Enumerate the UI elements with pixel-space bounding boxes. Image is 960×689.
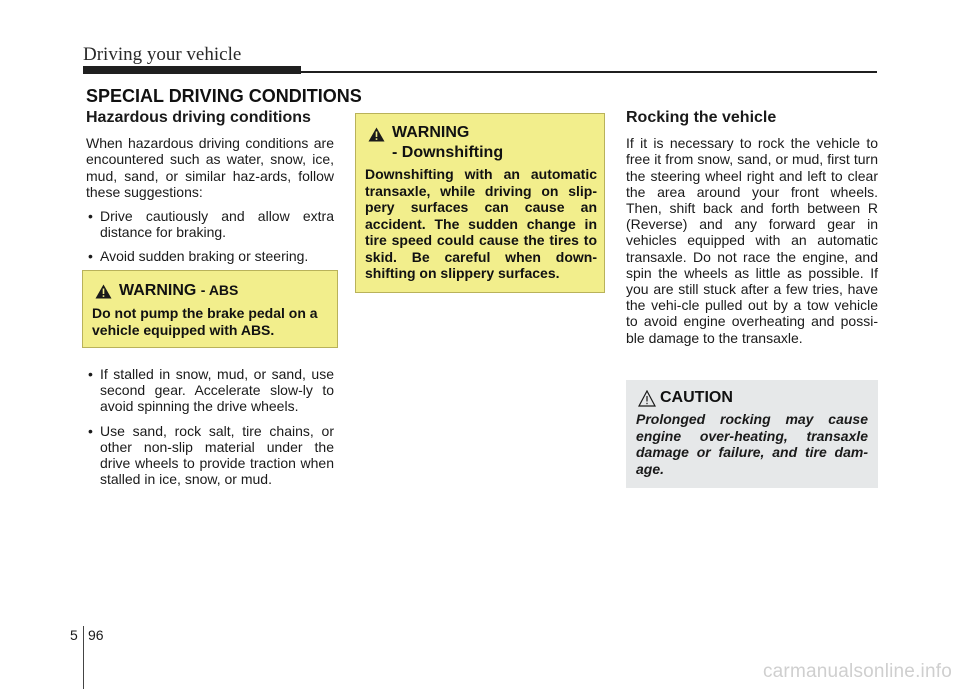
- warning-downshift-subtitle: - Downshifting: [392, 144, 504, 161]
- caution-box: [626, 380, 878, 488]
- warning-triangle-icon: [95, 284, 112, 299]
- rocking-heading: Rocking the vehicle: [626, 109, 777, 126]
- page-section-number: 5: [70, 627, 78, 643]
- warning-abs-body: Do not pump the brake pedal on a vehicle equipped with ABS.: [92, 305, 318, 338]
- header-rule-thin: [301, 71, 877, 73]
- hazardous-intro: When hazardous driving conditions are encountered such as water, snow, ice, mud, sand, or similar haz-ards, follow these suggestions:: [86, 135, 334, 200]
- hazardous-bullets-lower-block: [86, 366, 334, 495]
- caution-triangle-icon: [638, 390, 656, 407]
- hazardous-heading: Hazardous driving conditions: [86, 109, 311, 126]
- list-item: • Avoid sudden braking or steering.: [86, 248, 334, 264]
- header-rule-thick: [83, 66, 301, 74]
- warning-triangle-icon: [368, 127, 385, 142]
- hazardous-bullets-lower: [86, 366, 334, 487]
- hazardous-column: [86, 110, 334, 273]
- caution-body: Prolonged rocking may cause engine over-heating, transaxle damage or failure, and tire dam-age.: [636, 411, 868, 477]
- warning-abs-box: [82, 270, 338, 348]
- page-number: 96: [88, 627, 104, 643]
- warning-abs-suffix: - ABS: [200, 282, 239, 298]
- warning-downshift-label: WARNING: [392, 124, 470, 141]
- list-item: • Drive cautiously and allow extra distance for braking.: [86, 208, 334, 240]
- list-item: • Use sand, rock salt, tire chains, or other non-slip material under the drive wheels to provide traction when stalled in ice, snow, or mud.: [86, 423, 334, 488]
- rocking-body: If it is necessary to rock the vehicle to free it from snow, sand, or mud, first turn the steering wheel right and left to clear the area around your front wheels. Then, shift back and forth between R (Reverse) and any forward gear in vehicles equipped with an automatic transaxle. Do not race the engine, and spin the wheels as little as possible. If you are still stuck after a few tries, have the vehi-cle pulled out by a tow vehicle to avoid engine overheating and possi-ble damage to the transaxle.: [626, 135, 878, 346]
- page-header-title: Driving your vehicle: [83, 44, 242, 65]
- footer-rule: [83, 626, 84, 689]
- hazardous-bullets-upper: [86, 208, 334, 265]
- rocking-column: [626, 110, 878, 346]
- caution-label: CAUTION: [660, 389, 733, 406]
- list-item: • If stalled in snow, mud, or sand, use second gear. Accelerate slow-ly to avoid spinning the drive wheels.: [86, 366, 334, 415]
- warning-downshift-box: [355, 113, 605, 293]
- warning-downshift-body: Downshifting with an automatic transaxle, while driving on slip-pery surfaces can cause an accident. The sudden change in tire speed could cause the tires to skid. Be careful when down-shifting on slippery surfaces.: [365, 166, 597, 281]
- watermark: carmanualsonline.info: [762, 661, 952, 682]
- warning-abs-label: WARNING: [119, 282, 197, 299]
- section-title: SPECIAL DRIVING CONDITIONS: [86, 86, 362, 106]
